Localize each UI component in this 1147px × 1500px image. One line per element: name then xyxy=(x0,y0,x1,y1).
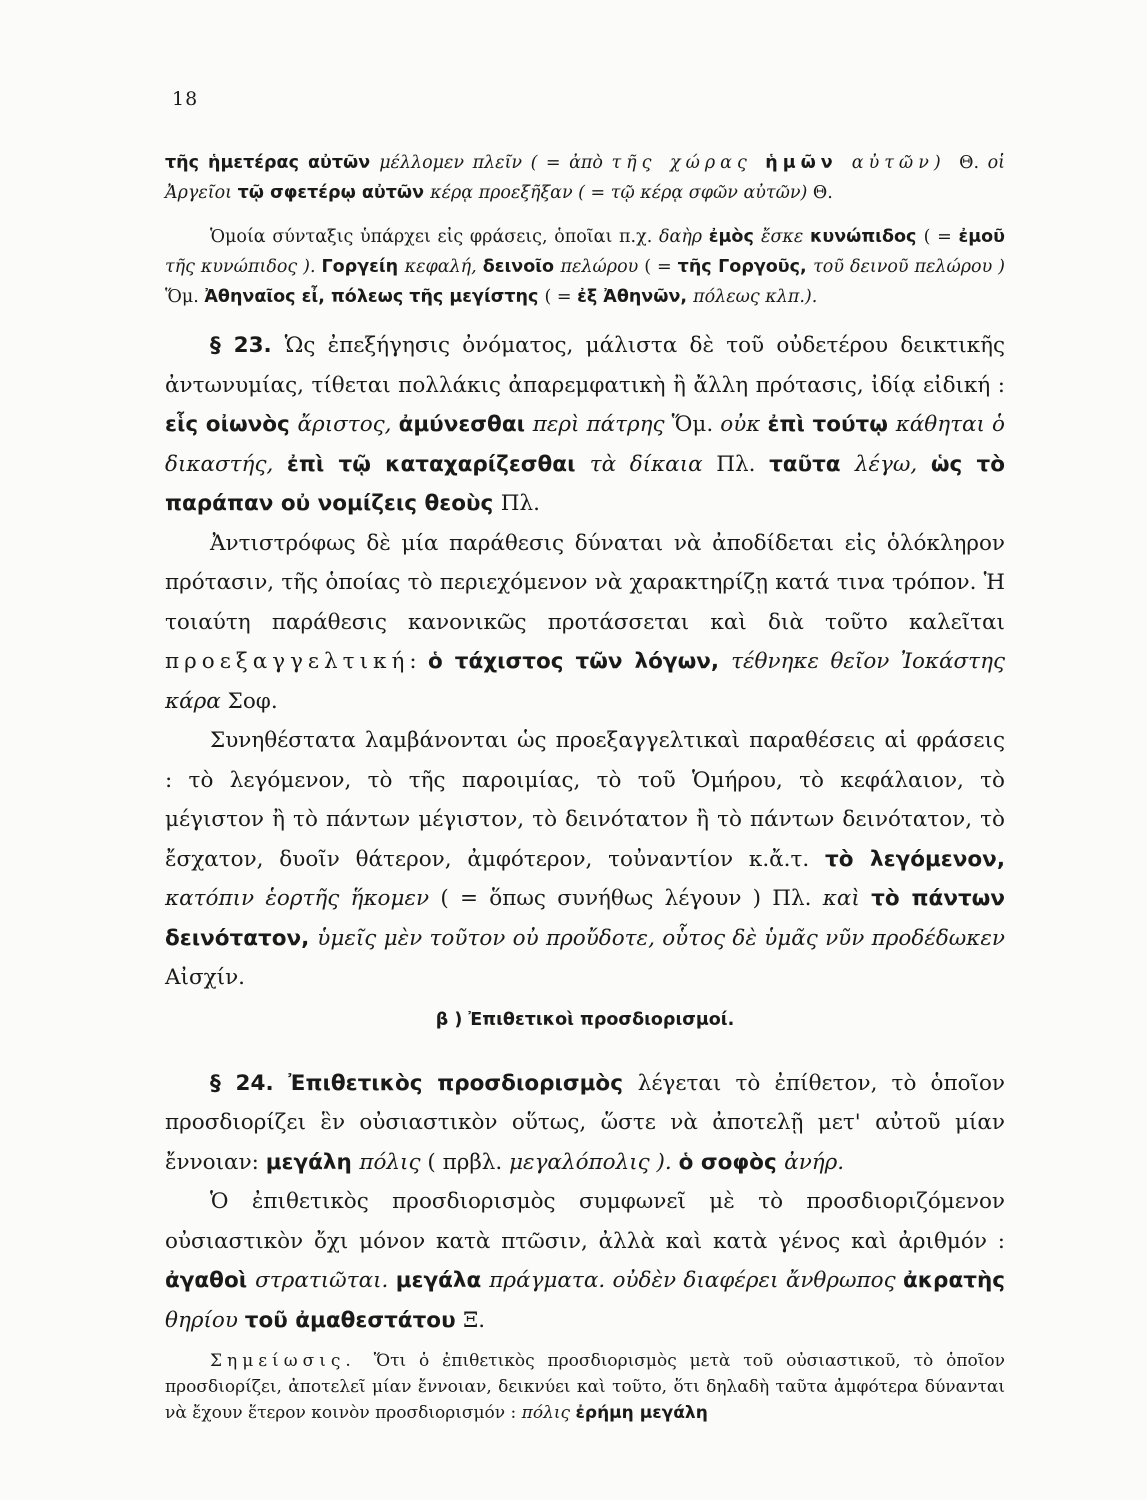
text-run: στρατιῶται. xyxy=(255,1268,396,1293)
text-run: λέγω, xyxy=(854,451,931,477)
text-run: ἀγαθοὶ xyxy=(165,1268,256,1293)
text-run: κέρᾳ προεξῆξαν ( = τῷ κέρᾳ σφῶν αὐτῶν) xyxy=(430,183,813,203)
text-run: τῆς κυνώπιδος ). xyxy=(165,257,322,277)
text-run: Ὅτι ὁ ἐπιθετικὸς προσδιορισμὸς μετὰ τοῦ οὐσιαστικοῦ, τὸ ὁποῖον προσδιορίζει, ἀποτελεῖ μίαν ἔννοιαν, δεικνύει καὶ τοῦτο, ὅτι δηλαδὴ ταῦτα ἀμφότερα δύνανται νὰ ἔχουν ἕτερον κοινὸν προσδιορισμόν : xyxy=(165,1351,1005,1423)
text-run: Αἰσχίν. xyxy=(165,965,245,990)
text-run: Πλ. xyxy=(716,451,770,477)
text-run: τῷ σφετέρῳ αὐτῶν xyxy=(237,183,431,203)
text-run: μέλλομεν πλεῖν ( = ἀπὸ xyxy=(379,153,612,173)
text-run: ( = xyxy=(644,257,678,277)
text-run: Θ. xyxy=(812,183,833,203)
paragraph-5 xyxy=(165,721,1005,998)
text-run: οὐκ xyxy=(720,412,768,437)
text-run: κυνώπιδος xyxy=(809,227,924,247)
text-run: Ὡς ἐπεξήγησις ὀνόματος, μάλιστα δὲ τοῦ οὐδετέρου δεικτικῆς ἀντωνυμίας, τίθεται πολλάκις ἀπαρεμφατικὴ ἢ ἄλλη πρότασις, ἰδίᾳ εἰδική : xyxy=(165,333,1005,398)
text-run: αὐτῶν) xyxy=(851,153,960,173)
text-run: Σοφ. xyxy=(227,688,278,714)
text-run: ἀκρατὴς xyxy=(903,1268,1005,1293)
text-run: Σημείωσις. xyxy=(210,1351,374,1371)
text-run: τὰ δίκαια xyxy=(589,451,717,477)
text-run: ὑμεῖς μὲν τοῦτον οὐ προὔδοτε, οὗτος δὲ ὑμᾶς νῦν προδέδωκεν xyxy=(317,925,1006,951)
page-body xyxy=(165,148,1005,1426)
text-run: ταῦτα xyxy=(769,451,855,477)
text-run: κεφαλή, xyxy=(404,257,483,277)
text-run: καὶ xyxy=(822,886,872,911)
text-run: τὸ πάντων δεινότατον, xyxy=(165,886,1006,951)
text-run: ἐμὸς xyxy=(708,227,762,247)
text-run: ἐρήμη μεγάλη xyxy=(575,1403,708,1423)
text-run: Ὅμ. xyxy=(671,412,721,437)
text-run: τοῦ ἀμαθεστάτου xyxy=(244,1307,464,1333)
text-run: κάθηται ὁ δικαστής, xyxy=(165,412,1005,477)
text-run: τέθνηκε θεῖον Ἰοκάστης κάρα xyxy=(165,649,1005,714)
text-run: οἱ Ἀργεῖοι xyxy=(165,153,1006,203)
text-run: περὶ πάτρης xyxy=(532,412,672,437)
text-run: μεγάλα xyxy=(395,1268,490,1293)
text-run: ἄριστος, xyxy=(297,412,399,437)
text-run: μεγάλη xyxy=(265,1149,360,1175)
text-run: ὡς τὸ παράπαν οὐ νομίζεις θεοὺς xyxy=(165,451,1005,516)
text-run: λέγεται τὸ ἐπίθετον, τὸ ὁποῖον προσδιορίζει ἓν οὐσιαστικὸν οὕτως, ὥστε νὰ ἀποτελῇ μετ' αὐτοῦ μίαν ἔννοιαν: xyxy=(165,1070,1005,1175)
text-run: Θ. xyxy=(959,153,988,173)
text-run: ( πρβλ. xyxy=(427,1149,510,1175)
text-run: κατόπιν ἑορτῆς ἥκομεν xyxy=(165,886,441,911)
text-run: ἀνήρ. xyxy=(784,1149,845,1175)
text-run: εἷς οἰωνὸς xyxy=(165,412,298,437)
text-run: δαὴρ xyxy=(658,227,709,247)
paragraph-7 xyxy=(165,1182,1005,1340)
text-run: πόλις xyxy=(521,1403,576,1423)
text-run: Πλ. xyxy=(500,491,540,516)
paragraph-4 xyxy=(165,524,1005,722)
text-run: ἐμοῦ xyxy=(958,227,1005,247)
text-run: ἐπὶ τῷ καταχαρίζεσθαι xyxy=(286,451,590,477)
text-run: τοῦ δεινοῦ πελώρου ) xyxy=(813,257,1006,277)
text-run: Ὅμ. xyxy=(165,287,205,307)
text-run: πελώρου xyxy=(560,257,645,277)
text-run: ὁ σοφὸς xyxy=(678,1149,785,1175)
text-run: Ἀθηναῖος εἶ, πόλεως τῆς μεγίστης xyxy=(204,287,545,307)
text-run: ἡμῶν xyxy=(765,153,852,173)
text-run: Γοργείη xyxy=(321,257,405,277)
text-run: Ἀντιστρόφως δὲ μία παράθεσις δύναται νὰ ἀποδίδεται εἰς ὁλόκληρον πρότασιν, τῆς ὁποίας τὸ περιεχόμενον νὰ χαρακτηρίζῃ κατά τινα τρόπον. Ἡ τοιαύτη παράθεσις κανονικῶς προτάσσεται καὶ διὰ τοῦτο καλεῖται xyxy=(165,530,1005,635)
text-run: μεγαλόπολις ). xyxy=(509,1149,679,1175)
text-run: ἔσκε xyxy=(761,227,810,247)
text-run: Συνηθέστατα λαμβάνονται ὡς προεξαγγελτικαὶ παραθέσεις αἱ φράσεις : τὸ λεγόμενον, τὸ τῆς παροιμίας, τὸ τοῦ Ὁμήρου, τὸ κεφάλαιον, τὸ μέγιστον ἢ τὸ πάντων μέγιστον, τὸ δεινότατον ἢ τὸ πάντων δεινότατον, τὸ ἔσχατον, δυοῖν θάτερον, ἀμφότερον, τοὐναντίον κ.ἄ.τ. xyxy=(165,728,1005,872)
paragraph-2 xyxy=(165,222,1005,312)
text-run: τὸ λεγόμενον, xyxy=(825,846,1005,872)
paragraph-section-24 xyxy=(165,1064,1005,1183)
page-number: 18 xyxy=(172,88,199,110)
paragraph-note xyxy=(165,1348,1005,1426)
text-run: Ξ. xyxy=(463,1307,486,1333)
text-run: : xyxy=(409,649,428,674)
text-run: ( = xyxy=(544,287,578,307)
text-run: ὁ τάχιστος τῶν λόγων, xyxy=(427,649,732,674)
text-run: δεινοῖο xyxy=(482,257,561,277)
text-run: Ὁμοία σύνταξις ὑπάρχει εἰς φράσεις, ὁποῖαι π.χ. xyxy=(210,227,659,247)
text-run: ἀμύνεσθαι xyxy=(398,412,533,437)
text-run: πράγματα. οὐδὲν διαφέρει ἄνθρωπος xyxy=(489,1268,904,1293)
text-run: ( = ὅπως συνήθως λέγουν ) Πλ. xyxy=(440,886,823,911)
text-run: τῆς χώρας xyxy=(611,153,766,173)
text-run: ἐπὶ τούτῳ xyxy=(767,412,896,437)
paragraph-section-23 xyxy=(165,326,1005,524)
subheading: β ) Ἐπιθετικοὶ προσδιορισμοί. xyxy=(435,1009,735,1030)
paragraph-1 xyxy=(165,148,1005,208)
text-run: § 23. xyxy=(210,333,285,358)
text-run: § 24. Ἐπιθετικὸς προσδιορισμὸς xyxy=(210,1070,638,1096)
text-run: πόλεως κλπ.). xyxy=(693,287,818,307)
text-run: προεξαγγελτική xyxy=(165,649,410,674)
text-run: θηρίου xyxy=(165,1307,245,1333)
text-run: Ὁ ἐπιθετικὸς προσδιορισμὸς συμφωνεῖ μὲ τὸ προσδιοριζόμενον οὐσιαστικὸν ὄχι μόνον κατὰ πτῶσιν, ἀλλὰ καὶ κατὰ γένος καὶ ἀριθμόν : xyxy=(165,1189,1005,1254)
text-run: πόλις xyxy=(359,1149,428,1175)
text-run: τῆς Γοργοῦς, xyxy=(677,257,814,277)
text-run: ἐξ Ἀθηνῶν, xyxy=(577,287,694,307)
text-run: ( = xyxy=(923,227,959,247)
text-run: τῆς ἡμετέρας αὐτῶν xyxy=(165,153,380,173)
